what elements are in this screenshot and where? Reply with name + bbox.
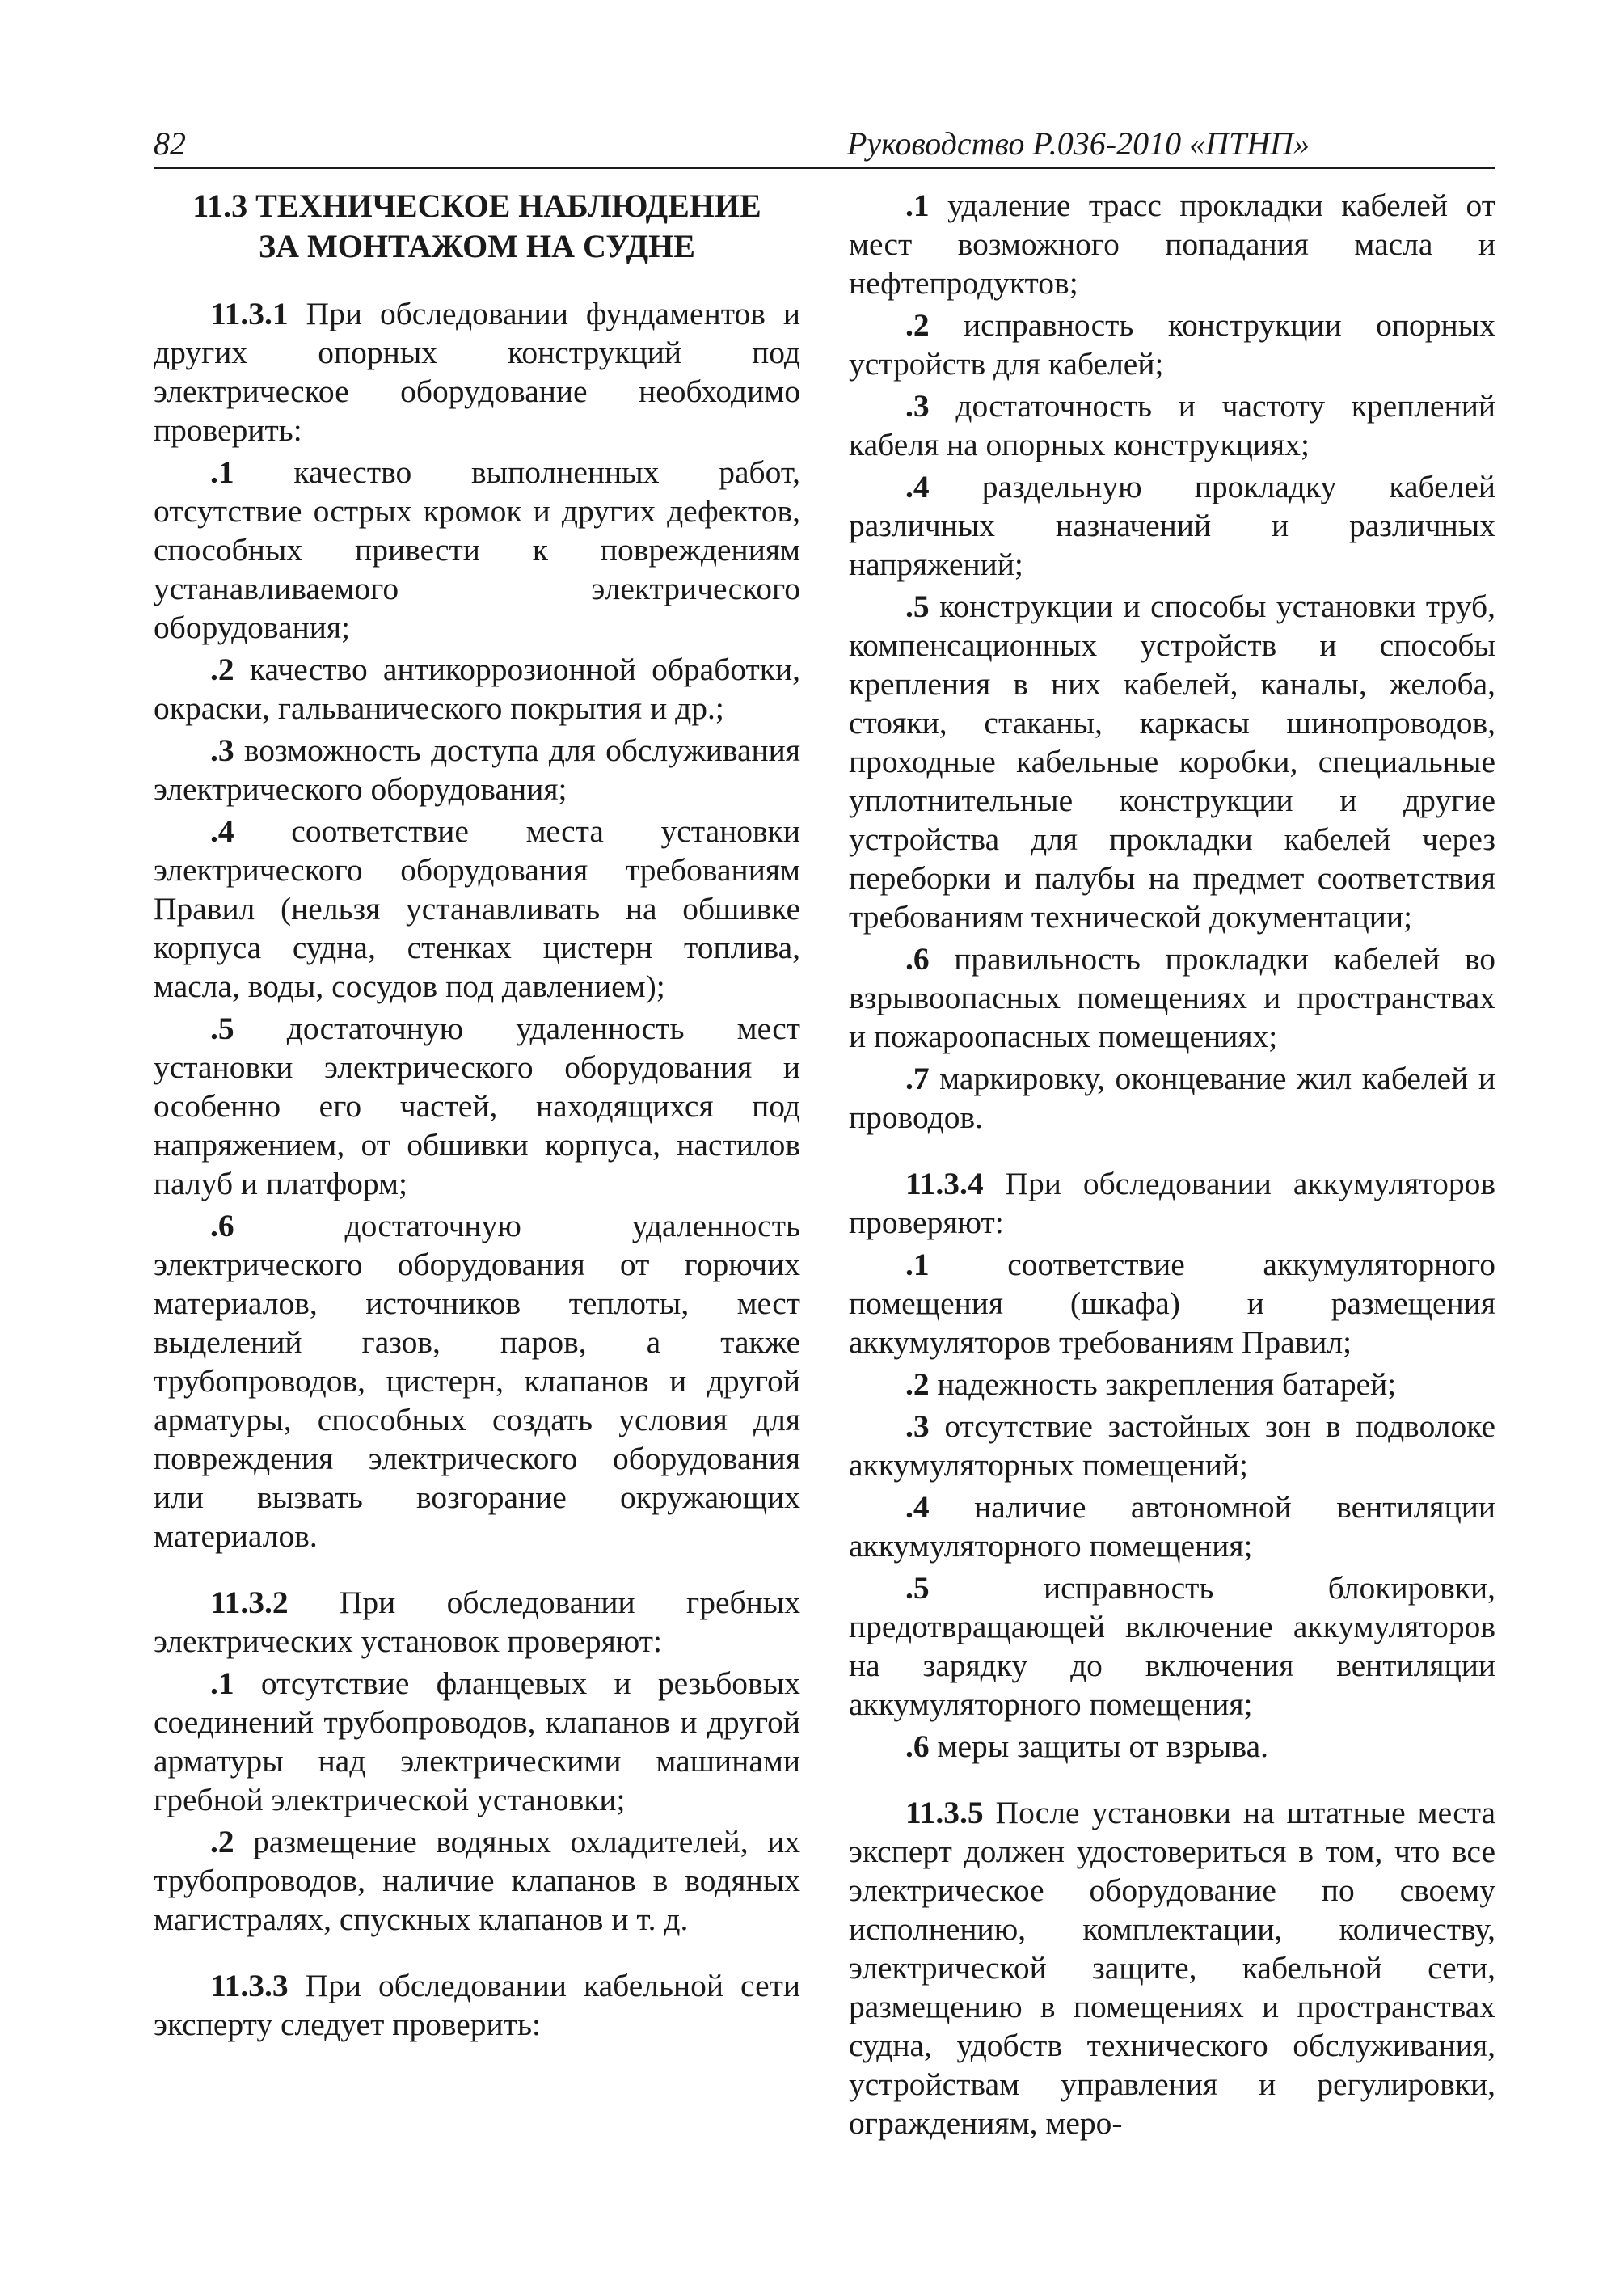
clause-11-3-3: [154, 1966, 800, 2044]
item-number: .6: [905, 1728, 930, 1764]
list-item: [849, 186, 1495, 302]
list-item: [154, 812, 800, 1006]
section-heading-line: 11.3 ТЕХНИЧЕСКОЕ НАБЛЮДЕНИЕ: [192, 188, 761, 224]
item-text: конструкции и способы установки труб, компенсационных устройств и способы крепления в них кабелей, каналы, желоба, стояки, стаканы, каркасы шинопроводов, проходные кабельные коробки, специальные уплотнительные конструкции и другие устройства для прокладки кабелей через переборки и палубы на предмет соответствия требованиям технической документации;: [849, 589, 1495, 935]
clause-number: 11.3.5: [905, 1795, 984, 1830]
item-number: .4: [210, 813, 234, 849]
item-text: достаточность и частоту креплений кабеля на опорных конструкциях;: [849, 388, 1495, 462]
clause-11-3-2: [154, 1583, 800, 1661]
item-text: соответствие аккумуляторного помещения (шкафа) и размещения аккумуляторов требованиям Правил;: [849, 1247, 1495, 1360]
item-number: .6: [905, 941, 930, 977]
clause-11-3-4: [849, 1164, 1495, 1242]
list-item: [849, 587, 1495, 936]
list-item: [849, 1245, 1495, 1361]
item-number: .4: [905, 469, 930, 504]
item-number: .5: [905, 589, 930, 624]
clause-11-3-1: [154, 294, 800, 450]
section-heading: [154, 186, 800, 267]
list-item: [154, 1664, 800, 1819]
clause-number: 11.3.3: [210, 1968, 289, 2003]
item-text: достаточную удаленность мест установки электрического оборудования и особенно его частей, находящихся под напряжением, от обшивки корпуса, настилов палуб и платформ;: [154, 1011, 800, 1201]
list-item: [849, 467, 1495, 584]
item-number: .1: [905, 1247, 930, 1282]
list-item: [849, 1407, 1495, 1484]
item-text: соответствие места установки электрического оборудования требованиям Правил (нельзя устанавливать на обшивке корпуса судна, стенках цистерн топлива, масла, воды, сосудов под давлением);: [154, 813, 800, 1004]
left-column: [154, 186, 800, 2044]
item-text: раздельную прокладку кабелей различных назначений и различных напряжений;: [849, 469, 1495, 582]
page-number: 82: [154, 125, 186, 162]
list-item: [849, 1488, 1495, 1565]
clause-number: 11.3.2: [210, 1585, 289, 1620]
list-item: [849, 1727, 1495, 1766]
item-text: правильность прокладки кабелей во взрывоопасных помещениях и пространствах и пожароопасных помещениях;: [849, 941, 1495, 1054]
item-number: .3: [210, 732, 234, 768]
item-text: маркировку, оконцевание жил кабелей и проводов.: [849, 1061, 1495, 1135]
item-text: наличие автономной вентиляции аккумуляторного помещения;: [849, 1489, 1495, 1564]
list-item: [154, 650, 800, 728]
clause-text: При обследовании фундаментов и других опорных конструкций под электрическое оборудование необходимо проверить:: [154, 296, 800, 448]
section-heading-line: ЗА МОНТАЖОМ НА СУДНЕ: [259, 228, 695, 264]
item-text: качество выполненных работ, отсутствие острых кромок и других дефектов, способных привести к повреждениям устанавливаемого электрического оборудования;: [154, 454, 800, 645]
item-number: .5: [210, 1011, 234, 1046]
item-text: исправность конструкции опорных устройств для кабелей;: [849, 307, 1495, 382]
clause-text: При обследовании аккумуляторов проверяют:: [849, 1166, 1495, 1240]
clause-text: При обследовании гребных электрических установок проверяют:: [154, 1585, 800, 1659]
item-number: .2: [905, 1366, 930, 1402]
item-text: качество антикоррозионной обработки, окраски, гальванического покрытия и др.;: [154, 652, 800, 726]
list-item: [849, 306, 1495, 383]
item-text: надежность закрепления батарей;: [929, 1366, 1397, 1402]
item-number: .7: [905, 1061, 930, 1096]
right-column: [849, 186, 1495, 2142]
item-number: .3: [905, 1408, 930, 1444]
item-number: .4: [905, 1489, 930, 1525]
running-title: Руководство Р.036-2010 «ПТНП»: [846, 125, 1310, 162]
clause-text: При обследовании кабельной сети эксперту следует проверить:: [154, 1968, 800, 2042]
item-text: удаление трасс прокладки кабелей от мест возможного попадания масла и нефтепродуктов;: [849, 188, 1495, 301]
list-item: [154, 1009, 800, 1203]
item-number: .2: [905, 307, 930, 343]
list-item: [849, 386, 1495, 464]
list-item: [154, 1206, 800, 1555]
list-item: [154, 1822, 800, 1939]
item-number: .3: [905, 388, 930, 424]
page-header: [154, 121, 1495, 169]
item-text: меры защиты от взрыва.: [929, 1728, 1269, 1764]
list-item: [849, 939, 1495, 1056]
item-number: .1: [210, 454, 234, 490]
list-item: [154, 731, 800, 808]
item-number: .6: [210, 1208, 234, 1243]
list-item: [849, 1059, 1495, 1137]
item-text: отсутствие застойных зон в подволоке аккумуляторных помещений;: [849, 1408, 1495, 1483]
item-text: достаточную удаленность электрического оборудования от горючих материалов, источников теплоты, мест выделений газов, паров, а также трубопроводов, цистерн, клапанов и другой арматуры, способных создать условия для повреждения электрического оборудования или вызвать возгорание окружающих материалов.: [154, 1208, 800, 1554]
clause-number: 11.3.1: [210, 296, 289, 331]
list-item: [849, 1365, 1495, 1403]
item-number: .1: [905, 188, 930, 223]
item-number: .2: [210, 652, 234, 687]
item-number: .1: [210, 1665, 234, 1701]
list-item: [849, 1568, 1495, 1724]
clause-11-3-5: [849, 1793, 1495, 2142]
list-item: [154, 453, 800, 647]
item-number: .5: [905, 1570, 930, 1606]
clause-number: 11.3.4: [905, 1166, 984, 1201]
item-text: отсутствие фланцевых и резьбовых соединений трубопроводов, клапанов и другой арматуры над электрическими машинами гребной электрической установки;: [154, 1665, 800, 1817]
item-number: .2: [210, 1824, 234, 1859]
item-text: размещение водяных охладителей, их трубопроводов, наличие клапанов в водяных магистралях, спускных клапанов и т. д.: [154, 1824, 800, 1937]
item-text: возможность доступа для обслуживания электрического оборудования;: [154, 732, 800, 807]
clause-text: После установки на штатные места эксперт должен удостовериться в том, что все электрическое оборудование по своему исполнению, комплектации, количеству, электрической защите, кабельной сети, размещению в помещениях и пространствах судна, удобств технического обслуживания, устройствам управления и регулировки, ограждениям, меро-: [849, 1795, 1495, 2141]
item-text: исправность блокировки, предотвращающей включение аккумуляторов на зарядку до включения вентиляции аккумуляторного помещения;: [849, 1570, 1495, 1722]
